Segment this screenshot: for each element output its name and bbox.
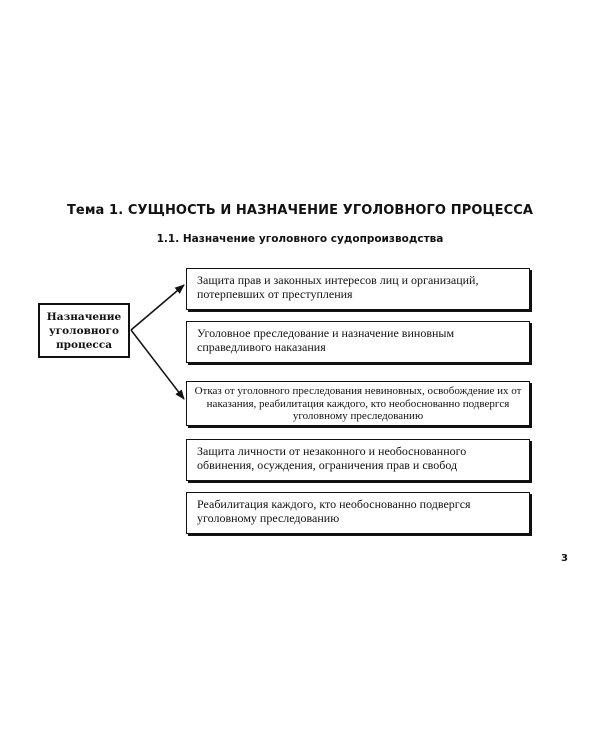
- purpose-box-1: Защита прав и законных интересов лиц и организаций, потерпевших от преступления: [186, 268, 530, 310]
- purpose-box-2: Уголовное преследование и назначение виновным справедливого наказания: [186, 321, 530, 363]
- purpose-box-3: Отказ от уголовного преследования невиновных, освобождение их от наказания, реабилитация каждого, кто необоснованно подвергся уголовному преследованию: [186, 381, 530, 426]
- page-number: 3: [561, 553, 568, 564]
- section-subtitle: 1.1. Назначение уголовного судопроизводства: [156, 233, 444, 245]
- arrow-to-item-1: [131, 285, 184, 330]
- source-box: Назначение уголовного процесса: [38, 303, 130, 358]
- page-title: Тема 1. СУЩНОСТЬ И НАЗНАЧЕНИЕ УГОЛОВНОГО ПРОЦЕССА: [66, 203, 534, 218]
- arrow-to-item-3: [131, 330, 184, 399]
- purpose-box-5: Реабилитация каждого, кто необоснованно подвергся уголовному преследованию: [186, 492, 530, 534]
- purpose-box-4: Защита личности от незаконного и необоснованного обвинения, осуждения, ограничения прав и свобод: [186, 439, 530, 481]
